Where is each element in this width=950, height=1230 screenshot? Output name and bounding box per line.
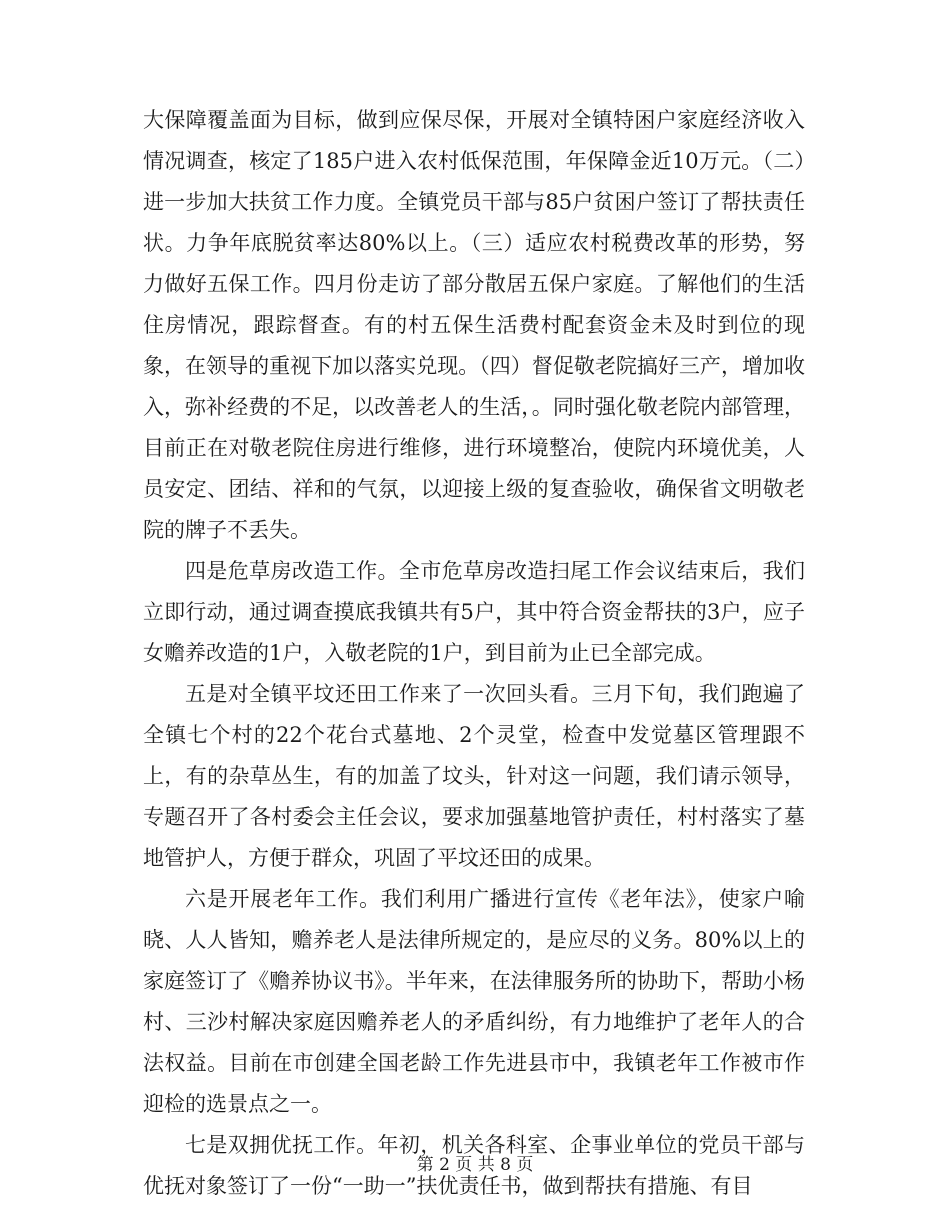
page-number-label: 第 2 页 共 8 页 [416, 1155, 534, 1175]
paragraph-continued: 大保障覆盖面为目标，做到应保尽保，开展对全镇特困户家庭经济收入情况调查，核定了185户进入农村低保范围，年保障金近10万元。（二）进一步加大扶贫工作力度。全镇党员干部与85户贫困户签订了帮扶责任状。力争年底脱贫率达80%以上。（三）适应农村税费改革的形势，努力做好五保工作。四月份走访了部分散居五保户家庭。了解他们的生活住房情况，跟踪督查。有的村五保生活费村配套资金未及时到位的现象，在领导的重视下加以落实兑现。（四）督促敬老院搞好三产，增加收入，弥补经费的不足，以改善老人的生活，。同时强化敬老院内部管理，目前正在对敬老院住房进行维修，进行环境整冶，使院内环境优美，人员安定、团结、祥和的气氛，以迎接上级的复查验收，确保省文明敬老院的牌子不丢失。 [143, 108, 805, 542]
paragraph-military-support: 七是双拥优抚工作。年初，机关各科室、企事业单位的党员干部与优抚对象签订了一份“一助一”扶优责任书，做到帮扶有措施、有目 [143, 1133, 805, 1198]
paragraph-elderly-work: 六是开展老年工作。我们利用广播进行宣传《老年法》，使家户喻晓、人人皆知，赡养老人是法律所规定的，是应尽的义务。80%以上的家庭签订了《赡养协议书》。半年来，在法律服务所的协助下，帮助小杨村、三沙村解决家庭因赡养老人的矛盾纠纷，有力地维护了老年人的合法权益。目前在市创建全国老龄工作先进县市中，我镇老年工作被市作迎检的选景点之一。 [143, 887, 805, 1116]
paragraph-housing-renovation: 四是危草房改造工作。全市危草房改造扫尾工作会议结束后，我们立即行动，通过调查摸底我镇共有5户，其中符合资金帮扶的3户，应子女赡养改造的1户，入敬老院的1户，到目前为止已全部完成。 [143, 559, 805, 665]
paragraph-grave-review: 五是对全镇平坟还田工作来了一次回头看。三月下旬，我们跑遍了全镇七个村的22个花台式墓地、2个灵堂，检查中发觉墓区管理跟不上，有的杂草丛生，有的加盖了坟头，针对这一问题，我们请示领导，专题召开了各村委会主任会议，要求加强墓地管护责任，村村落实了墓地管护人，方便于群众，巩固了平坟还田的成果。 [143, 682, 805, 870]
document-body [143, 100, 805, 1207]
page-footer [0, 1154, 950, 1176]
